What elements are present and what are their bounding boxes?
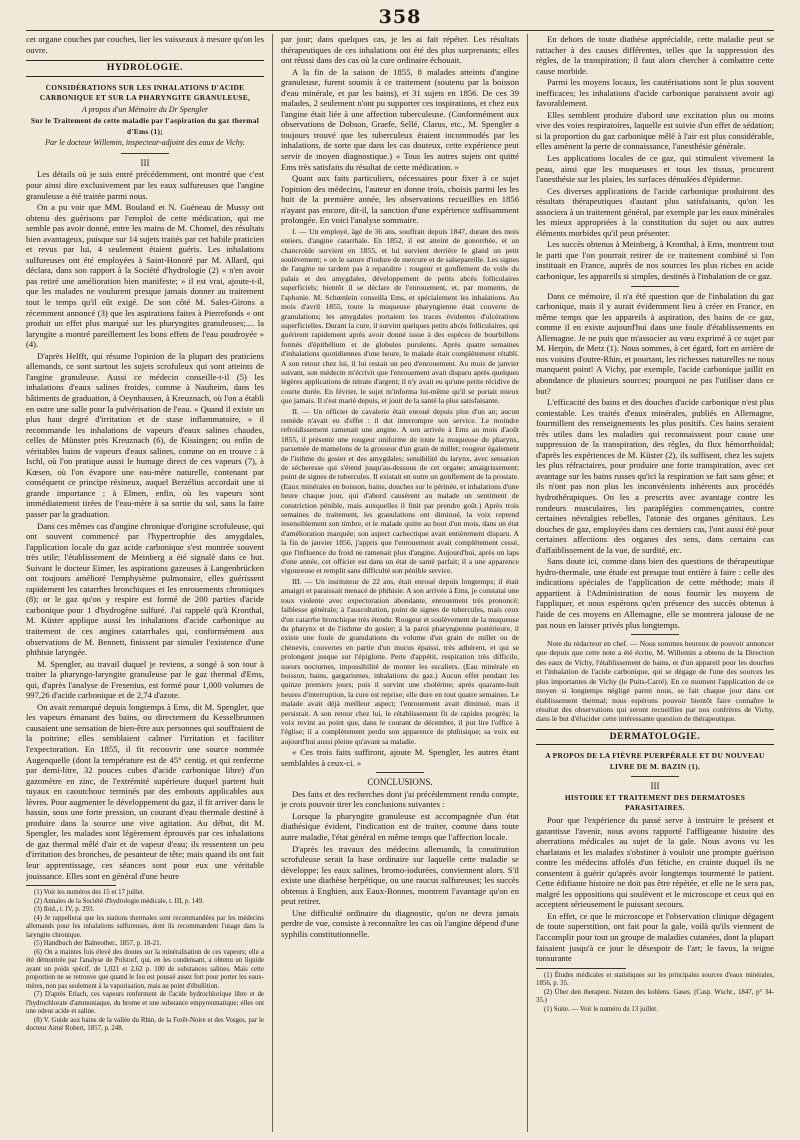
section-number: III [140, 157, 150, 168]
footnote-rule [536, 968, 626, 969]
quote: « Ces trois faits suffiront, ajoute M. Spengler, les autres étant semblables à ceux-ci. » [281, 747, 519, 768]
paragraph: Dans ce mémoire, il n'a été question que de l'inhalation du gaz carbonique, mais il y aurait évidemment lieu à créer en France, en même temps que les appareils à aspiration, des bains de ce gaz, comme il en existe aujourd'hui dans une foule d'établissements en Allemagne. Je ne puis que m'associer au vœu exprimé à ce sujet par M. Herpin, de Metz (1). Nous sommes, à cet égard, fort en arrière de nos voisins d'outre-Rhin, et pourtant, les richesses naturelles ne nous manquent point! A Vichy, par exemple, l'acide carbonique jaillit en abondance de plusieurs sources; pourquoi ne pas l'utiliser dans ce but? [536, 290, 774, 396]
paragraph: Pour que l'expérience du passé serve à instruire le présent et garantisse l'avenir, nous avons rapporté l'affligeante histoire des aberrations médicales au sujet de la gale. Nous avons vu les charlatans et les malades s'obstiner à vouloir une prompte guérison contre les médecins affolés d'un fétiche, en crainte duquel ils ne consentent à guérir qu'après avoir longtemps tourmenté le patient. Cette édifiante histoire ne doit pas être répétée, et elle ne le sera pas, malgré les oppositions qui soulèvent et le microscope et ceux qui en acceptent sérieusement le puissant secours. [536, 815, 774, 910]
separator [631, 776, 679, 777]
conclusion: Des faits et des recherches dont j'ai précédemment rendu compte, je crois pouvoir tirer les conclusions suivantes : [281, 788, 519, 810]
paragraph: M. Spengler, au travail duquel je reviens, a songé à son tour à traiter la pharyngo-laryngite granuleuse par le gaz thermal d'Ems, qui, d'après l'analyse de Fresenius, est formé pour 1,000 volumes de 997,26 d'acide carbonique et de 2,74 d'azote. [26, 658, 264, 701]
conclusion: Lorsque la pharyngite granuleuse est accompagnée d'un état diathésique évident, l'indication est de traiter, comme dans toute autre maladie, l'état général en même temps que l'affection locale. [281, 810, 519, 843]
footnote-rule [26, 885, 116, 886]
section-title-hydrologie: HYDROLOGIE. [26, 60, 264, 77]
article-subtitle-2: Sur le Traitement de cette maladie par l'aspiration du gaz thermal d'Ems (1); [30, 116, 260, 136]
page-number: 358 [378, 6, 422, 28]
article-title: CONSIDÉRATIONS SUR LES INHALATIONS D'ACIDE CARBONIQUE ET SUR LA PHARYNGITE GRANULEUSE, [39, 82, 251, 103]
conclusion: D'après les travaux des médecins allemands, la constitution scrofuleuse serait la base ordinaire sur laquelle cette maladie se développe; les eaux salines, bromo-iodurées, conviennent alors. S'il existe une diathèse herpétique, ou une raucus sulfureuses; les succès obtenus à Enghien, aux Eaux-Bonnes, montrent l'avantage qu'on en peut retirer. [281, 843, 519, 907]
footnote: (4) Je rappellerai que les stations thermales sont recommandées par les médecins allemands pour les inhalations sulfureuses, dont ils recommandent l'usage dans la laryngite chronique. [26, 914, 264, 939]
paragraph: par jour; dans quelques cas, je les ai fait répéter. Les résultats thérapeutiques de ces inhalations ont été des plus surprenants; elles ont réussi dans des cas où la cure ordinaire échouait. [281, 34, 519, 66]
article-subtitle: A propos d'un Mémoire du Dr Spengler [81, 104, 209, 114]
paragraph: Les succès obtenus à Meinberg, à Kronthal, à Ems, montrent tout le parti que l'on pourrait retirer de ce traitement combiné si l'on instituait en France, auprès de nos sources les plus riches en acide carbonique, les appareils si simples, destinés à l'inhalation de ce gaz. [536, 239, 774, 282]
footnote: (2) Annales de la Société d'hydrologie médicale, t. III, p. 149. [34, 897, 204, 905]
section-subtitle: HISTOIRE ET TRAITEMENT DES DERMATOSES PARASITAIRES. [564, 792, 746, 813]
footnote: (5) Handbuch der Balneother., 1857, p. 18-21. [34, 940, 162, 948]
article-title: A PROPOS DE LA FIÈVRE PUERPÉRALE ET DU NOUVEAU LIVRE DE M. BAZIN (1). [545, 751, 765, 771]
conclusions-title: CONCLUSIONS. [367, 777, 433, 788]
paragraph: Les détails où je suis entré précédemment, ont montré que c'est pour ainsi dire exclusivement par les eaux sulfureuses que l'angine granuleuse a été traitée parmi nous. [26, 169, 264, 201]
observation: III. — Un instituteur de 22 ans, était enroué depuis longtemps; il était amaigri et paraissait menacé de phthisie. A son arrivée à Ems, je constatai une toux violente avec expectoration abondante, enrouement très prononcé; faiblesse générale; à l'auscultation, point de signes de tubercules, mais ceux d'un catarrhe bronchique très étendu. Rougeur et soulèvement de la muqueuse du pharynx et de l'isthme du gosier; à la paroi pharyngienne postérieure, il existe une foule de granulations du volume d'un grain de millet ou de chènevis, couvertes en partie d'un mucus épaissi, très adhérent, et qui se prolongent jusque sur l'épiglotte. Perte d'appétit, respiration très difficile, sueurs nocturnes, impossibilité de monter les escaliers. (Eau minérale en boisson, bains, gargarismes, inhalations du gaz.) Aucun effet pendant les quinze premiers jours; puis il survint une cholérine; après quarante-huit heures d'interruption, la cure est reprise; elle dure en tout quatre semaines. Le malade avait déjà meilleur aspect; l'enrouement avait diminué, mais il persistait. A son retour chez lui, le rétablissement fit de rapides progrès; la voix revint au point que, dans le courant de décembre, il put lire l'office à l'église; il a complètement perdu son apparence de phthisique; sa voix est aujourd'hui aussi pleine qu'avant sa maladie. [281, 576, 519, 746]
paragraph: Parmi les moyens locaux, les cautérisations sont le plus souvent inefficaces; les inhalations d'acide carbonique paraissent avoir agi favorablement. [536, 77, 774, 109]
paragraph: A la fin de la saison de 1855, 8 malades atteints d'angine granuleuse, furent soumis à ce traitement (soutenu par la boisson d'eau minérale, et par les bains), et 31 sujets en 1856. De ces 39 malades, 2 seulement n'ont pu supporter ces inspirations, et chez eux l'angine était liée à une affection tuberculeuse. (Conformément aux observations de Dobson, Graefe, Sellé, Clarus, etc., M. Spengler a toujours trouvé que les tuberculeux étaient incommodés par les inhalations, de sorte que dans les cas douteux, cette expérience peut servir de moyen diagnostique.) « Tous les autres sujets ont quitté Ems très satisfaits du résultat de cette médication. » [281, 66, 519, 172]
column-divider [272, 34, 273, 1132]
separator [631, 286, 679, 287]
section-title-dermatologie: DERMATOLOGIE. [536, 729, 774, 746]
separator [376, 772, 424, 773]
paragraph: En dehors de toute diathèse appréciable, cette maladie peut se rattacher à des causes différentes, telles que la suppression des règles, de la transpiration; il faut alors chercher à combattre cette cause morbide. [536, 34, 774, 76]
footnote: (7) D'après Erlach, ces vapeurs renferment de l'acide hydrochlorique libre et de l'hydrochlorate d'ammoniaque, du brome et une substance empyreumatique; elles ont une odeur acide et saline. [26, 991, 264, 1016]
paragraph: Quant aux faits particuliers, nécessaires pour fixer à ce sujet l'opinion des médecins, l'auteur en donne trois, choisis parmi les les huit de la première année, les observations recueillies en 1856 n'ayant pas encore, dit-il, la sanction d'une expérience suffisamment prolongée. En voici l'analyse sommaire. [281, 173, 519, 226]
paragraph: L'efficacité des bains et des douches d'acide carbonique n'est plus contestable. Les traités d'eaux minérales, publiés en Allemagne, fourmillent des renseignements les plus positifs. Ces bains seraient très utiles dans les maladies qui reconnaissent pour cause une suppression de la transpiration, des règles, du flux hémorrhoïdal; d'après les expériences de M. Küster (2), ils suffisent, chez les sujets les plus réfractaires, pour produire une forte transpiration, avec cet avantage sur les bains russes qu'ici la respiration se fait sans gêne; et ils n'ont pas non plus les inconvénients inhérents aux procédés hydrothérapiques. On les a prescrits avec avantage contre les rondeurs musculaires, les paraplégies commençantes, contre certaines névralgies rebelles, l'atonie des organes génitaux. Les douches de gaz, employées dans ces derniers cas, l'ont aussi été pour certaines affections des organes des sens, dans certains cas d'affaiblissement de la vue, de surdité, etc. [536, 397, 774, 555]
editor-note: Note du rédacteur en chef. — Nous sommes heureux de pouvoir annoncer que depuis que cette note a été écrite, M. Willemin a obtenu de la Direction des eaux de Vichy, l'établissement de bains, et d'un appareil pour les douches et l'inhalation de l'acide carbonique, qui se dégage de l'une des sources les plus importantes de Vichy (le Puits-Carré). En ce moment l'application de ce moyen si longtemps négligé parmi nous, se fait chaque jour dans cet établissement thermal; nous espérons pouvoir bientôt faire connaître le résultat des observations qui seront recueillies par nos confrères de Vichy, dans le but d'élucider cette intéressante question de thérapeutique. [536, 639, 774, 724]
intro-tail: cet organe couches par couches, lier les vaisseaux à mesure qu'on les ouvre. [26, 34, 264, 55]
paragraph: Elles semblent produire d'abord une excitation plus ou moins vive des voies respiratoires, laquelle est suivie d'un effet de sédation; si la proportion du gaz carbonique mêlé à l'air est plus considérable, elles amènent la perte de connaissance, l'anesthésie générale. [536, 109, 774, 152]
separator [631, 634, 679, 635]
footnote: (8) V. Guide aux bains de la vallée du Rhin, de la Forêt-Noire et des Vosges, par le docteur Aimé Robert, 1857, p. 248. [26, 1016, 264, 1033]
paragraph: Les applications locales de ce gaz, qui stimulent vivement la peau, ainsi que les muqueuses et tous les tissus, procurent l'anesthésie sur les plaies, les surfaces dénudées d'épiderme. [536, 153, 774, 185]
paragraph: D'après Helfft, qui résume l'opinion de la plupart des praticiens allemands, ce sont surtout les sujets scrofuleux qui sont atteints de l'angine granuleuse. Aussi ce médecin conseille-t-il (5) les inhalations d'eaux salines froides, comme à Nauheim, dans les bâtiments de graduation, à Oeynhausen, à Kreuznach, où l'on a établi en outre une salle pour la pulvérisation de l'eau. « Quand il existe un plus haut degré d'irritation et de stase inflammatoire, » il recommande les inhalations de vapeurs d'eaux salines chaudes, celles de Münster près Kreuznach (6), de Kissingen; ou enfin de véritables bains de vapeurs d'eaux salines, comme on en trouve : à Ischl, où l'on pratique aussi le humage direct de ces vapeurs (7), à Kœsen, où l'on évapore une eau-mère naturelle, contenant par conséquent ce principe résineux, auquel Berzélius accordait une si grande importance ; à Elmen, enfin, où les vapeurs sont immédiatement tirées de l'eau-mère à sa sortie du sol, sans la faire passer par la graduation. [26, 350, 264, 519]
conclusion: Une difficulté ordinaire du diagnostic, qu'on ne devra jamais perdre de vue, consiste à reconnaître les cas où l'angine dépend d'une syphilis constitutionnelle. [281, 907, 519, 939]
footnote: (1) Études médicales et statistiques sur les principales sources d'eaux minérales, 1856, p. 35. [536, 971, 774, 988]
separator [121, 153, 169, 154]
column-divider [527, 34, 528, 1132]
footnote: (2) Über den therapeut. Nutzen des kohlens. Gases. (Casp. Wschr., 1847, p° 34-35.) [536, 988, 774, 1005]
column-2 [281, 34, 519, 1132]
footnotes [536, 972, 774, 1015]
observation: I. — Un employé, âgé de 36 ans, souffrait depuis 1847, durant des mois entiers, d'angine catarrhale. En 1852, il est atteint de gonorrhée, et un chancroïde survient en 1855, et lui survient derrière le gland un petit soulèvement; » on le sature d'iodure de mercure et de salsepareille. Les signes de l'angine ne tardent pas à reparaître : rougeur et gonflement du voile du palais et des amygdales, développement de petits abcès folliculaires superficiels; bientôt il se déclare de l'enrouement, et, par moments, de l'aphonie. M. Schœnlein conseilla Ems, et spécialement les inhalations. Au mois d'avril 1855, toute la muqueuse pharyngienne était couverte de granulations; les amygdales portaient les traces évidentes d'ulcérations superficielles. Durant la cure, il survint quelques petits abcès folliculaires, qui guérirent rapidement après avoir donné issue à des espèces de bourbillons formés d'épithélium et de globules purulents. Après quatre semaines d'inhalations quotidiennes d'une heure, le malade était complètement rétabli. A son retour chez lui, il lui restait un peu d'enrouement. Au mois de janvier suivant, son médecin m'écrivit que l'enrouement avait disparu après quelques légères applications de nitrate d'argent; il n'y avait eu qu'une petite récidive de courte durée. En février, le sujet m'informa lui-même qu'il se portait mieux que jamais. Il s'est marié depuis, et jouit de la santé la plus satisfaisante. [281, 226, 519, 406]
paragraph: Ces diverses applications de l'acide carbonique produiront des résultats thérapeutiques d'autant plus satisfaisants, qu'on les associera à un traitement général, par exemple par les eaux minérales les mieux appropriées à la constitution du sujet ou aux autres éléments morbides qu'il peut présenter. [536, 185, 774, 238]
footnotes [26, 889, 264, 1034]
paragraph: En effet, ce que le microscope et l'observation clinique dégagent de toute superstition, ont fait pour la gale, voilà qu'ils viennent de l'accomplir pour tout un groupe de maladies cutanées, dont la plupart faisaient jusqu'à ce jour le désespoir de l'art; le favus, la teigne tonsurante [536, 910, 774, 964]
paragraph: On a pu voir que MM. Bouland et N. Guéneau de Mussy ont obtenu des guérisons par l'emploi de cette médication, qui me semble pas avoir donné, entre les mains de M. Chomel, des résultats bien avantageux, puisque sur 14 sujets traités par cet habile praticien et revus par lui, 4 seulement étaient guéris. Les inhalations sulfureuses ont été employées à Saint-Honoré par M. Allard, qui déclara, dans son rapport à la Société d'hydrologie (2) « n'en avoir pas retiré une amélioration bien manifeste; » il est vrai, ajoute-t-il, que les malades ne voulurent presque jamais donner au traitement tout le temps qu'il eût exigé. De son côté M. Sales-Girons a récemment annoncé (3) que les aspirations faites à Pierrefonds « ont produit un effet plus marqué sur les pharyngites granuleuses;.... la laryngite a montré pareillement les bons effets de l'eau poudroyée » (4). [26, 202, 264, 350]
paragraph: Dans ces mêmes cas d'angine chronique d'origine scrofuleuse, qui ont souvent commencé par l'hypertrophie des amygdales, l'application locale du gaz acide carbonique s'est montrée souvent très utile; l'établissement de Meinberg a été signalé dans ce but. Suivant le docteur Eimer, les aspirations gazeuses à Langenbrücken ont toujours amélioré l'emphysème pulmonaire, elles guérissent rapidement les catarrhes bronchiques et les enrouements chroniques (8); or le gaz qu'on y respire est formé de 200 parties d'acide carbonique pour 1 d'hydrogène sulfuré. J'ai rappelé qu'à Kronthal, M. Küster applique aussi les inhalations d'acide carbonique au traitement de ces angines catarrhales qui, conformément aux observations de M. Bennett, finissent par simuler l'existence d'une phthisie laryngée. [26, 520, 264, 658]
observations [281, 227, 519, 746]
footnote: (1) Suite. — Voir le numéro du 13 juillet. [544, 1005, 658, 1013]
header-rule [26, 30, 774, 31]
paragraph: Sans doute ici, comme dans bien des questions de thérapeutique hydro-thermale, une étude est presque tout entière à faire : celle des indications spéciales de l'application de cette méthode; mais il appartient à l'Administration de nous fournir les moyens de l'appliquer, et nous espérons qu'en présence des succès obtenus à l'aide de ces moyens en Allemagne, elle se montrera jalouse de ne pas nous en laisser privés plus longtemps. [536, 556, 774, 630]
paragraph: On avait remarqué depuis longtemps à Ems, dit M. Spengler, que les vapeurs émanant des bains, ou directement du Kesselbrunnen causaient une sensation de bien-être aux personnes qui souffraient de la poitrine; elles semblaient calmer l'irritation et faciliter l'expectoration. En 1855, il fit recouvrir une source nommée Augenquelle (dont la température est de 45° centig. et qui renferme par demi-litre, 32 pouces cubes d'acide carbonique libre) d'un gazomètre en zinc, de l'extrémité supérieure duquel partent huit tuyaux en caoutchouc terminés par des embouts applicables aux lèvres. Pour augmenter le développement du gaz, il fit arriver dans le bassin, sous une forte pression, un courant d'eau thermale destiné à produire dans la source une vive agitation. Au début, dit M. Spengler, les malades sont légèrement éprouvés par ces inhalations de gaz thermal mêlé d'air et de vapeur d'eau; ils ressentent un peu d'irritation des bronches, de pesanteur de tête; mais quand ils ont fait leur apprentissage, ces séances sont pour eux une véritable jouissance. Elles sont en général d'une heure [26, 701, 264, 881]
column-3 [536, 34, 774, 1132]
footnote: (1) Voir les numéros des 15 et 17 juillet. [34, 889, 145, 897]
footnote: (6) On a maintes fois élevé des doutes sur la minéralisation de ces vapeurs; elle a été démontrée par l'analyse de Polstorf, qui, en les condensant, a obtenu un liquide ayant un poids spécif. de 1,021 et 2,62 p. 100 de substances salines. Mais cette proportion ne se retrouve que quand le feu est poussé assez fort pour porter les eaux-mères, non pas seulement à la vaporisation, mais au point d'ébullition. [26, 948, 264, 990]
column-1 [26, 34, 264, 1132]
col1-paragraphs [26, 169, 264, 881]
byline: Par le docteur Willemin, inspecteur-adjoint des eaux de Vichy. [45, 138, 245, 148]
observation: II. — Un officier de cavalerie était enroué depuis plus d'un an; aucun remède n'avait eu d'effet : il dut interrompre son service. Le moindre refroidissement ramenait une angine. A son arrivée à Ems au mois d'août 1855, il présente une rougeur uniforme de toute la muqueuse du pharynx, parsemée de mamelons de la grosseur d'un grain de millet; rougeur également de l'isthme du gosier et des amygdales; sensibilité du larynx, avec sensation de sécheresse qui s'étend jusqu'au-dessous de cet organe; amaigrissement; point de signes de tubercules. Il existait en outre un gonflement de la prostate. (Eaux minérales en boisson, bains, douches sur le périnée, et inhalations d'une heure chaque jour, qui d'abord causèrent au malade un sentiment de constriction pénible, mais auxquelles il finit par prendre goût.) Après trois semaines de traitement, les granulations ont diminué, la voix reprend insensiblement son timbre, et le malade quitte au bout d'un mois, dans un état d'amélioration marquée; son aspect cachectique avait entièrement disparu. A la fin de janvier 1856, j'appris que l'enrouement avait complètement cessé, que l'influence du froid ne ramenait plus d'angine. Aujourd'hui, après un laps d'une année, cet officier est dans un état de santé parfait; il a une apparence vigoureuse et remplit sans difficulté son pénible service. [281, 406, 519, 576]
section-number: III [650, 781, 660, 792]
footnote: (3) Ibid., t. IV, p. 293. [34, 906, 95, 914]
